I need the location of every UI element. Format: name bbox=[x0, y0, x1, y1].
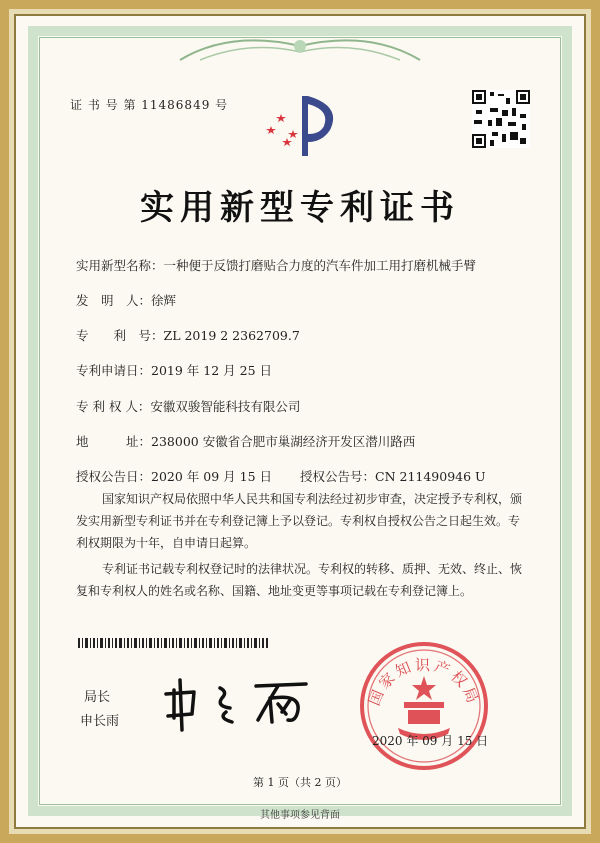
footer-note: 其他事项参见背面 bbox=[260, 810, 340, 821]
seal-text: 国家知识产权局 bbox=[365, 656, 483, 709]
signatory-name: 申长雨 bbox=[80, 714, 120, 729]
patent-office-logo bbox=[258, 86, 348, 160]
field-grant-number: 授权公告号：CN 211490946 U bbox=[300, 469, 486, 484]
field-application-date: 专利申请日：2019 年 12 月 25 日 bbox=[76, 363, 273, 378]
field-grant-date: 授权公告日：2020 年 09 月 15 日 bbox=[76, 469, 273, 484]
field-utility-model-name: 实用新型名称：一种便于反馈打磨贴合力度的汽车件加工用打磨机械手臂 bbox=[76, 258, 477, 273]
barcode bbox=[78, 638, 268, 648]
certificate-number: 证 书 号 第 11486849 号 bbox=[70, 98, 229, 112]
field-patentee: 专 利 权 人：安徽双骏智能科技有限公司 bbox=[76, 399, 301, 414]
statement-paragraph-1: 国家知识产权局依照中华人民共和国专利法经过初步审查，决定授予专利权，颁发实用新型专利证书并在专利登记簿上予以登记。专利权自授权公告之日起生效。专利权期限为十年，自申请日起算。 bbox=[76, 492, 523, 550]
official-seal bbox=[358, 640, 490, 772]
field-inventor: 发 明 人：徐辉 bbox=[76, 293, 177, 308]
seal-date: 2020 年 09 月 15 日 bbox=[372, 734, 489, 748]
top-ornament bbox=[160, 30, 440, 66]
handwritten-signature bbox=[160, 672, 320, 732]
field-address: 地 址：238000 安徽省合肥市巢湖经济开发区潜川路西 bbox=[76, 434, 416, 449]
page-number: 第 1 页（共 2 页） bbox=[253, 776, 347, 789]
field-patent-number: 专 利 号：ZL 2019 2 2362709.7 bbox=[76, 328, 300, 343]
certificate-title: 实用新型专利证书 bbox=[140, 188, 460, 228]
qr-code bbox=[472, 90, 530, 148]
statement-text bbox=[76, 488, 531, 602]
signatory-title: 局长 bbox=[84, 690, 111, 705]
statement-paragraph-2: 专利证书记载专利权登记时的法律状况。专利权的转移、质押、无效、终止、恢复和专利权人的姓名或名称、国籍、地址变更等事项记载在专利登记簿上。 bbox=[76, 562, 523, 598]
